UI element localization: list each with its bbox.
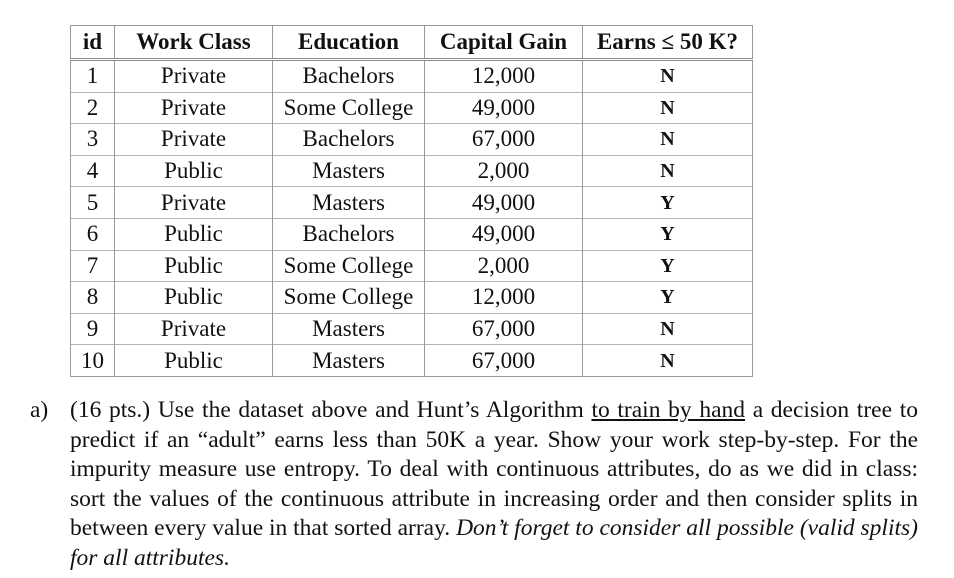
cell-id: 9 — [71, 313, 115, 345]
cell-capital-gain: 12,000 — [425, 60, 583, 93]
cell-id: 1 — [71, 60, 115, 93]
cell-capital-gain: 12,000 — [425, 282, 583, 314]
cell-id: 2 — [71, 92, 115, 124]
table-row — [71, 155, 753, 187]
header-earns: Earns ≤ 50 K? — [583, 26, 753, 60]
cell-work-class: Public — [115, 282, 273, 314]
cell-earns: N — [583, 92, 753, 124]
cell-education: Bachelors — [273, 124, 425, 156]
cell-capital-gain: 67,000 — [425, 124, 583, 156]
cell-education: Some College — [273, 92, 425, 124]
cell-capital-gain: 49,000 — [425, 92, 583, 124]
cell-earns: Y — [583, 187, 753, 219]
cell-capital-gain: 67,000 — [425, 345, 583, 377]
cell-work-class: Private — [115, 124, 273, 156]
question-text-part2: a decision tree to predict if an “adult” earns less than 50K a year. Show your work step-by-step. For the impurity measure use entropy. To deal with continuous attributes, do as we did in class: sort the values of the continuous attribute in increasing order and then consider splits in between every value in that sorted array. — [70, 397, 918, 541]
question-text-part1: (16 pts.) Use the dataset above and Hunt’s Algorithm — [70, 397, 592, 423]
cell-earns: Y — [583, 250, 753, 282]
cell-education: Some College — [273, 250, 425, 282]
table-row — [71, 345, 753, 377]
cell-earns: N — [583, 124, 753, 156]
cell-earns: Y — [583, 282, 753, 314]
cell-capital-gain: 67,000 — [425, 313, 583, 345]
cell-work-class: Private — [115, 313, 273, 345]
question-underlined-text: to train by hand — [591, 397, 746, 423]
cell-work-class: Public — [115, 155, 273, 187]
cell-education: Bachelors — [273, 60, 425, 93]
cell-id: 8 — [71, 282, 115, 314]
cell-id: 5 — [71, 187, 115, 219]
cell-work-class: Private — [115, 187, 273, 219]
table-row — [71, 218, 753, 250]
table-row — [71, 92, 753, 124]
question-italic-text: Don’t forget to consider all possible (valid splits) for all attributes. — [70, 515, 918, 571]
cell-education: Some College — [273, 282, 425, 314]
cell-education: Masters — [273, 187, 425, 219]
cell-id: 3 — [71, 124, 115, 156]
cell-education: Masters — [273, 345, 425, 377]
cell-work-class: Public — [115, 345, 273, 377]
table-row — [71, 250, 753, 282]
cell-work-class: Private — [115, 60, 273, 93]
question-text — [70, 396, 918, 573]
cell-earns: N — [583, 345, 753, 377]
cell-earns: N — [583, 313, 753, 345]
cell-earns: Y — [583, 218, 753, 250]
table-row — [71, 60, 753, 93]
cell-earns: N — [583, 155, 753, 187]
cell-education: Bachelors — [273, 218, 425, 250]
cell-education: Masters — [273, 313, 425, 345]
table-row — [71, 313, 753, 345]
cell-id: 7 — [71, 250, 115, 282]
question-a — [30, 396, 918, 573]
cell-capital-gain: 2,000 — [425, 155, 583, 187]
dataset-table — [70, 25, 753, 377]
cell-capital-gain: 49,000 — [425, 218, 583, 250]
cell-work-class: Public — [115, 218, 273, 250]
header-id: id — [71, 26, 115, 60]
table-row — [71, 124, 753, 156]
cell-id: 6 — [71, 218, 115, 250]
cell-id: 10 — [71, 345, 115, 377]
table-row — [71, 282, 753, 314]
cell-work-class: Public — [115, 250, 273, 282]
cell-education: Masters — [273, 155, 425, 187]
header-education: Education — [273, 26, 425, 60]
cell-capital-gain: 49,000 — [425, 187, 583, 219]
cell-work-class: Private — [115, 92, 273, 124]
cell-id: 4 — [71, 155, 115, 187]
cell-earns: N — [583, 60, 753, 93]
table-row — [71, 187, 753, 219]
question-label: a) — [30, 397, 49, 423]
table-header-row — [71, 26, 753, 60]
header-capital-gain: Capital Gain — [425, 26, 583, 60]
header-work-class: Work Class — [115, 26, 273, 60]
cell-capital-gain: 2,000 — [425, 250, 583, 282]
